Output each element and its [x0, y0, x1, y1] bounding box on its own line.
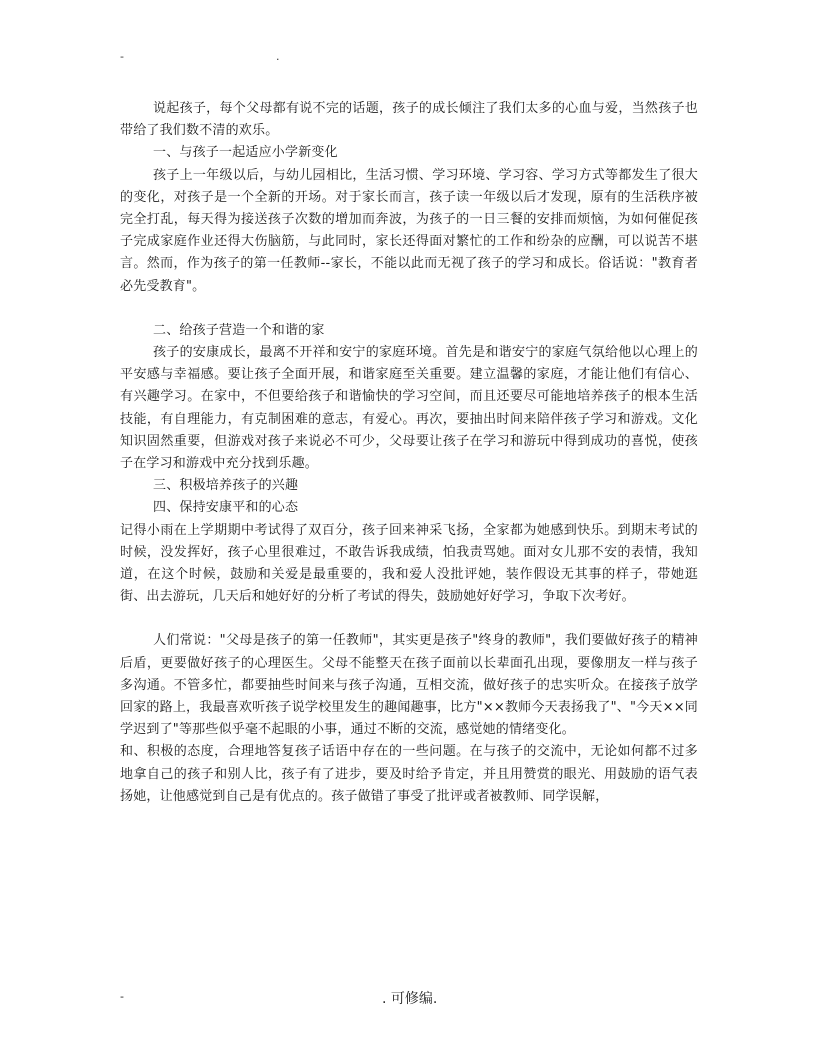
- header-dot: .: [276, 50, 280, 63]
- body-paragraph-1: 孩子上一年级以后，与幼儿园相比，生活习惯、学习环境、学习容、学习方式等都发生了很大的变化，对孩子是一个全新的开场。对于家长而言，孩子读一年级以后才发现，原有的生活秩序被完全打乱，每天得为接送孩子次数的增加而奔波，为孩子的一日三餐的安排而烦恼，为如何催促孩子完成家庭作业还得大伤脑筋，与此同时，家长还得面对繁忙的工作和纷杂的应酬，可以说苦不堪言。然而，作为孩子的第一任教师--家长，不能以此而无视了孩子的学习和成长。俗话说："教育者必先受教育"。: [120, 167, 698, 294]
- section-heading-1: 一、与孩子一起适应小学新变化: [153, 145, 338, 161]
- footer-dash: -: [120, 990, 124, 1003]
- footer-editable-note: . 可修编.: [382, 991, 438, 1007]
- document-body: [120, 98, 698, 808]
- header-dash: -: [120, 50, 124, 63]
- paragraph-gap: [120, 298, 698, 320]
- section-heading-4: 四、保持安康平和的心态: [153, 500, 299, 516]
- section-heading-3: 三、积极培养孩子的兴趣: [153, 478, 299, 494]
- page-header: [120, 50, 700, 66]
- body-paragraph-5: 和、积极的态度，合理地答复孩子话语中存在的一些问题。在与孩子的交流中，无论如何都不过多地拿自己的孩子和别人比，孩子有了进步，要及时给予肯定，并且用赞赏的眼光、用鼓励的语气表扬她，让他感觉到自己是有优点的。孩子做错了事受了批评或者被教师、同学误解，: [120, 744, 698, 804]
- paragraph-gap: [120, 608, 698, 630]
- body-paragraph-4: 人们常说："父母是孩子的第一任教师"，其实更是孩子"终身的教师"，我们要做好孩子的精神后盾，更要做好孩子的心理医生。父母不能整天在孩子面前以长辈面孔出现，要像朋友一样与孩子多沟通。不管多忙，都要抽些时间来与孩子沟通，互相交流，做好孩子的忠实听众。在接孩子放学回家的路上，我最喜欢听孩子说学校里发生的趣闻趣事，比方"××教师今天表扬我了"、"今天××同学迟到了"等那些似乎毫不起眼的小事，通过不断的交流，感觉她的情绪变化。: [120, 633, 698, 738]
- intro-paragraph: 说起孩子，每个父母都有说不完的话题，孩子的成长倾注了我们太多的心血与爱，当然孩子也带给了我们数不清的欢乐。: [120, 101, 698, 139]
- body-paragraph-2: 孩子的安康成长，最离不开祥和安宁的家庭环境。首先是和谐安宁的家庭气氛给他以心理上的平安感与幸福感。要让孩子全面开展，和谐家庭至关重要。建立温馨的家庭，才能让他们有信心、有兴趣学习。在家中，不但要给孩子和谐愉快的学习空间，而且还要尽可能地培养孩子的根本生活技能，有自理能力，有克制困难的意志，有爱心。再次，要抽出时间来陪伴孩子学习和游戏。文化知识固然重要，但游戏对孩子来说必不可少，父母要让孩子在学习和游玩中得到成功的喜悦，使孩子在学习和游戏中充分找到乐趣。: [120, 345, 698, 472]
- body-paragraph-3: 记得小雨在上学期期中考试得了双百分，孩子回来神采飞扬，全家都为她感到快乐。到期末考试的时候，没发挥好，孩子心里很难过，不敢告诉我成绩，怕我责骂她。面对女儿那不安的表情，我知道，在这个时候，鼓励和关爱是最重要的，我和爱人没批评她，装作假设无其事的样子，带她逛街、出去游玩，几天后和她好好的分析了考试的得失，鼓励她好好学习，争取下次考好。: [120, 522, 698, 605]
- page-footer: [120, 988, 700, 1008]
- section-heading-2: 二、给孩子营造一个和谐的家: [153, 322, 325, 338]
